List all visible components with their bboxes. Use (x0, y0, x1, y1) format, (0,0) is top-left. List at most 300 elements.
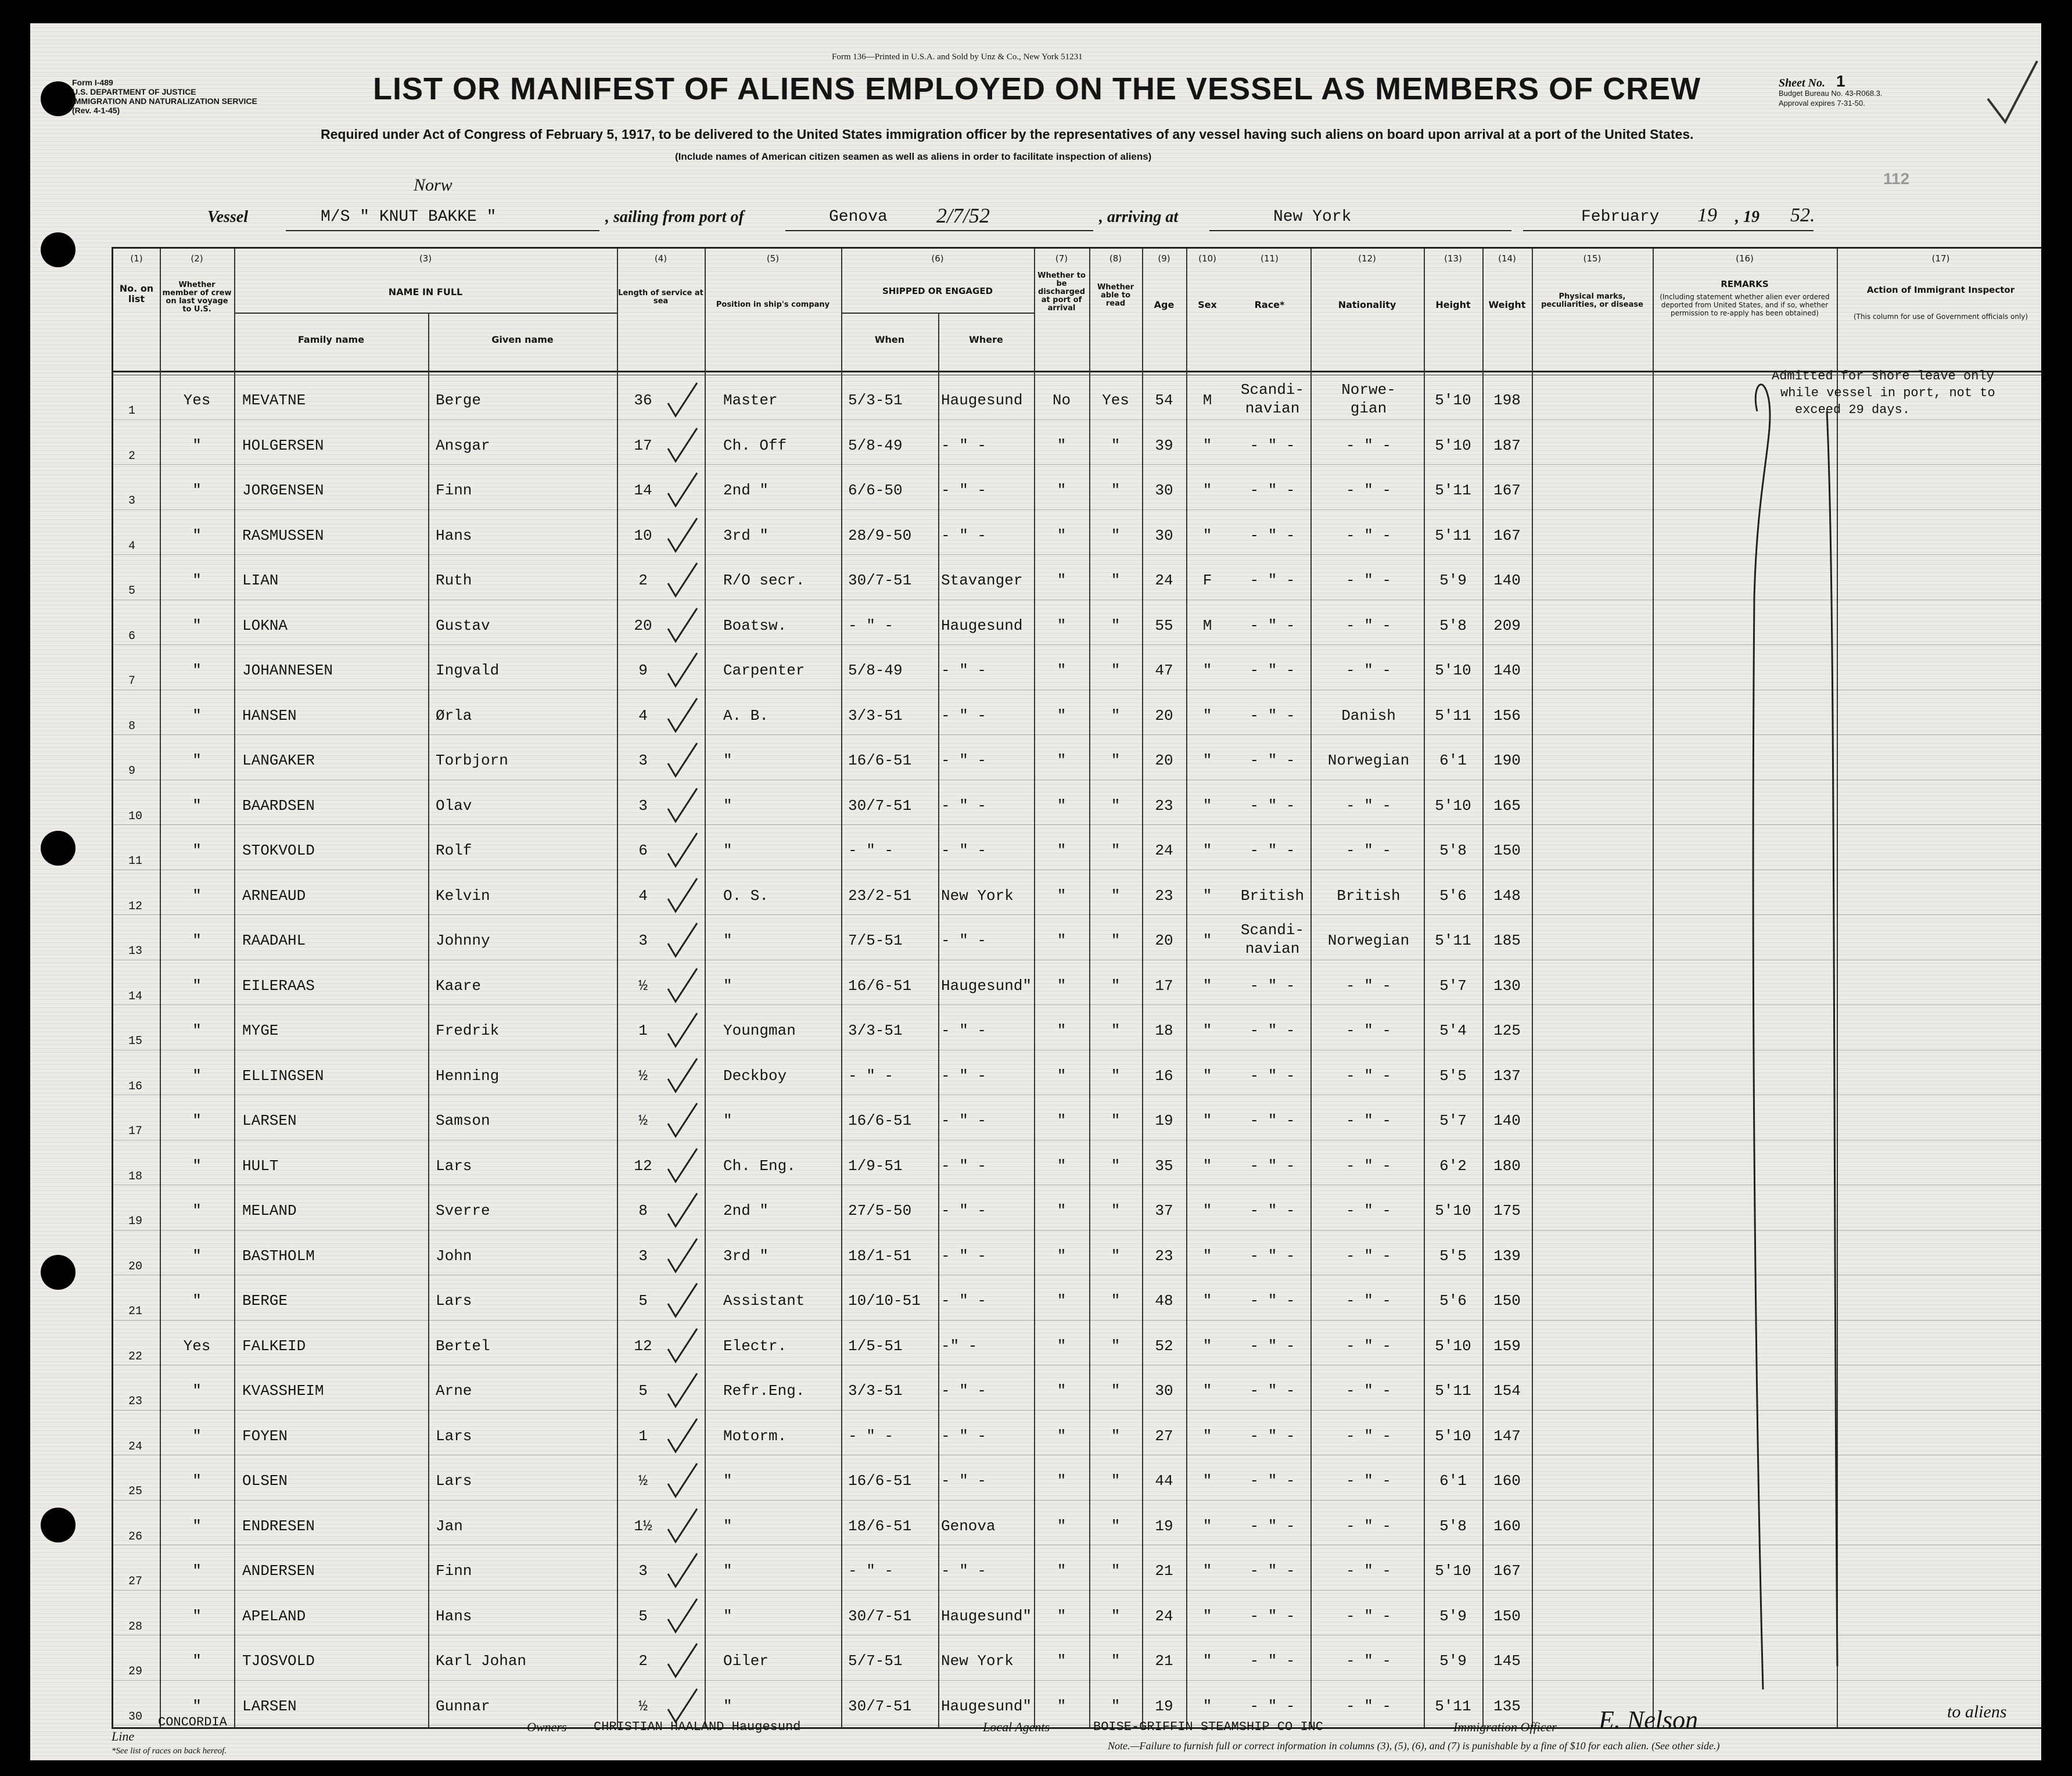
underline (1209, 230, 1511, 231)
line-number: 8 (128, 719, 136, 733)
cell-race: - " - (1249, 1427, 1295, 1445)
cell-position: " (723, 796, 732, 815)
cell-given: Ørla (436, 706, 472, 724)
header-height: Height (1435, 299, 1471, 310)
cell-age: 19 (1155, 1697, 1173, 1715)
cell-race: - " - (1249, 482, 1295, 499)
col-number: (5) (766, 253, 780, 264)
department: U.S. DEPARTMENT OF JUSTICE (72, 87, 196, 96)
header-no-on-list: No. on list (119, 283, 154, 304)
cell-height: 5'8 (1439, 1517, 1467, 1535)
cell-sex: " (1202, 436, 1212, 454)
cell-where: -" - (941, 1337, 978, 1355)
cell-sex: " (1202, 1652, 1212, 1670)
line-number: 4 (128, 539, 136, 553)
check-mark-icon (665, 695, 700, 736)
cell-read: " (1111, 526, 1121, 544)
cell-read: " (1111, 932, 1121, 949)
line-number: 15 (128, 1035, 143, 1048)
cell-when: - " - (848, 1067, 894, 1085)
cell-height: 5'6 (1439, 1292, 1467, 1309)
cell-age: 24 (1155, 1607, 1173, 1625)
cell-read: " (1111, 887, 1121, 905)
cell-weight: 159 (1493, 1337, 1521, 1355)
cell-prev: " (192, 526, 202, 544)
cell-where: - " - (941, 1382, 987, 1400)
cell-family: JOHANNESEN (242, 662, 333, 679)
cell-service: 3 (638, 752, 648, 769)
col-number: (15) (1583, 253, 1601, 264)
cell-where: - " - (941, 1112, 987, 1129)
cell-position: Ch. Off (723, 436, 787, 454)
line-number: 13 (128, 945, 143, 958)
cell-prev: " (192, 1517, 202, 1535)
check-mark-icon (1982, 58, 2040, 128)
cell-sex: " (1202, 1337, 1212, 1355)
cell-family: ARNEAUD (242, 887, 306, 905)
cell-age: 16 (1155, 1067, 1173, 1085)
col-number: (1) (130, 253, 143, 264)
cell-weight: 148 (1493, 887, 1521, 905)
cell-height: 6'2 (1439, 1157, 1467, 1175)
cell-height: 5'10 (1435, 1562, 1471, 1580)
cell-sex: " (1202, 1112, 1212, 1129)
check-mark-icon (665, 876, 700, 916)
cell-service: ½ (638, 1472, 648, 1490)
cell-age: 20 (1155, 706, 1173, 724)
line-number: 9 (128, 765, 136, 778)
line-number: 23 (128, 1395, 143, 1408)
cell-family: FALKEID (242, 1337, 306, 1355)
cell-nat: - " - (1345, 1472, 1391, 1490)
cell-read: " (1111, 977, 1121, 995)
revision: (Rev. 4-1-45) (72, 106, 120, 115)
header-shipped-engaged: SHIPPED OR ENGAGED (882, 286, 993, 296)
cell-when: 5/3-51 (848, 392, 903, 409)
cell-race: - " - (1249, 1292, 1295, 1309)
cell-weight: 137 (1493, 1067, 1521, 1085)
cell-race: - " - (1249, 752, 1295, 769)
cell-sex: " (1202, 1517, 1212, 1535)
cell-age: 30 (1155, 526, 1173, 544)
cell-age: 24 (1155, 842, 1173, 859)
line-number: 2 (128, 449, 136, 463)
cell-race: - " - (1249, 796, 1295, 815)
cell-race: - " - (1249, 1562, 1295, 1580)
cell-service: 5 (638, 1292, 648, 1309)
cell-age: 30 (1155, 482, 1173, 499)
cell-where: Haugesund" (941, 977, 1032, 995)
page-title: LIST OR MANIFEST OF ALIENS EMPLOYED ON THE VESSEL AS MEMBERS OF CREW (373, 71, 1701, 106)
line-number: 5 (128, 584, 136, 598)
cell-when: 18/6-51 (848, 1517, 912, 1535)
cell-where: - " - (941, 842, 987, 859)
cell-where: - " - (941, 932, 987, 949)
cell-weight: 190 (1493, 752, 1521, 769)
cell-where: Haugesund" (941, 1607, 1032, 1625)
line-number: 24 (128, 1440, 143, 1454)
cell-prev: " (192, 752, 202, 769)
cell-prev: " (192, 977, 202, 995)
cell-sex: " (1202, 796, 1212, 815)
cell-where: - " - (941, 752, 987, 769)
cell-age: 19 (1155, 1517, 1173, 1535)
cell-weight: 150 (1493, 1607, 1521, 1625)
cell-when: 30/7-51 (848, 1607, 912, 1625)
cell-race: - " - (1249, 1382, 1295, 1400)
cell-position: Master (723, 392, 778, 409)
cell-service: 2 (638, 1652, 648, 1670)
cell-sex: " (1202, 1202, 1212, 1219)
cell-read: " (1111, 796, 1121, 815)
cell-weight: 175 (1493, 1202, 1521, 1219)
check-mark-icon (665, 1641, 700, 1681)
cell-family: EILERAAS (242, 977, 315, 995)
act-of-congress-note: Required under Act of Congress of February 5, 1917, to be delivered to the United States immigration officer by the representatives of any vessel having such aliens on board upon arrival at a port of the United States. (321, 127, 1694, 142)
cell-service: 14 (634, 482, 652, 499)
binder-hole (41, 232, 76, 267)
cell-given: Hans (436, 526, 472, 544)
cell-prev: " (192, 706, 202, 724)
cell-given: Rolf (436, 842, 472, 859)
header-physical-marks: Physical marks, peculiarities, or disease (1541, 292, 1643, 309)
cell-family: HOLGERSEN (242, 436, 324, 454)
cell-height: 5'8 (1439, 616, 1467, 634)
service: IMMIGRATION AND NATURALIZATION SERVICE (72, 96, 257, 106)
cell-where: Haugesund" (941, 1697, 1032, 1715)
footer-agents-label: Local Agents (983, 1720, 1050, 1734)
cell-race: - " - (1249, 1112, 1295, 1129)
cell-given: Sverre (436, 1202, 490, 1219)
cell-prev: " (192, 1202, 202, 1219)
cell-nat: - " - (1345, 1292, 1391, 1309)
remarks-line-1: Admitted for shore leave only (1772, 369, 1994, 383)
cell-race: British (1240, 887, 1305, 905)
line-number: 16 (128, 1079, 143, 1093)
cell-read: " (1111, 752, 1121, 769)
line-number: 25 (128, 1485, 143, 1498)
cell-nat: - " - (1345, 842, 1391, 859)
cell-position: Motorm. (723, 1427, 787, 1445)
cell-age: 20 (1155, 932, 1173, 949)
line-number: 10 (128, 809, 143, 823)
cell-height: 5'11 (1435, 482, 1471, 499)
cell-height: 6'1 (1439, 1472, 1467, 1490)
cell-position: Boatsw. (723, 616, 787, 634)
cell-weight: 160 (1493, 1472, 1521, 1490)
col-number: (9) (1158, 253, 1170, 264)
check-mark-icon (665, 966, 700, 1006)
cell-height: 5'8 (1439, 842, 1467, 859)
cell-given: Ruth (436, 572, 472, 589)
cell-sex: " (1202, 752, 1212, 769)
line-number: 6 (128, 629, 136, 643)
cell-prev: " (192, 1652, 202, 1670)
cell-disch: " (1057, 1472, 1066, 1490)
cell-prev: Yes (183, 1337, 211, 1355)
cell-sex: M (1202, 616, 1212, 634)
cell-read: " (1111, 1022, 1121, 1039)
cell-family: LOKNA (242, 616, 288, 634)
cell-height: 5'10 (1435, 436, 1471, 454)
cell-nat: - " - (1345, 1607, 1391, 1625)
cell-height: 5'7 (1439, 1112, 1467, 1129)
remarks-bracket-mark (1740, 365, 1850, 1695)
cell-height: 5'4 (1439, 1022, 1467, 1039)
col-number: (2) (191, 253, 203, 264)
check-mark-icon (665, 1416, 700, 1456)
cell-sex: " (1202, 932, 1212, 949)
cell-position: " (723, 752, 732, 769)
cell-read: " (1111, 1247, 1121, 1265)
cell-service: 9 (638, 662, 648, 679)
cell-prev: " (192, 1562, 202, 1580)
cell-age: 39 (1155, 436, 1173, 454)
cell-height: 5'11 (1435, 526, 1471, 544)
cell-sex: " (1202, 1157, 1212, 1175)
cell-given: Henning (436, 1067, 500, 1085)
cell-family: HANSEN (242, 706, 297, 724)
vessel-handwriting: Norw (414, 175, 453, 195)
cell-disch: " (1057, 842, 1066, 859)
cell-position: Refr.Eng. (723, 1382, 805, 1400)
cell-age: 35 (1155, 1157, 1173, 1175)
cell-sex: " (1202, 662, 1212, 679)
col-number: (17) (1931, 253, 1950, 264)
cell-weight: 140 (1493, 572, 1521, 589)
cell-height: 5'9 (1439, 1652, 1467, 1670)
cell-nat: - " - (1345, 482, 1391, 499)
cell-sex: " (1202, 1382, 1212, 1400)
cell-weight: 185 (1493, 932, 1521, 949)
cell-service: 12 (634, 1337, 652, 1355)
cell-position: " (723, 1472, 732, 1490)
cell-given: Arne (436, 1382, 472, 1400)
cell-where: - " - (941, 1292, 987, 1309)
cell-age: 55 (1155, 616, 1173, 634)
cell-weight: 140 (1493, 1112, 1521, 1129)
cell-family: TJOSVOLD (242, 1652, 315, 1670)
line-number: 7 (128, 674, 136, 688)
cell-family: BAARDSEN (242, 796, 315, 815)
header-previous-voyage: Whether member of crew on last voyage to U.S. (162, 281, 232, 314)
cell-position: " (723, 1562, 732, 1580)
crew-table (112, 247, 2041, 1729)
cell-service: 1 (638, 1427, 648, 1445)
cell-height: 5'6 (1439, 887, 1467, 905)
cell-prev: " (192, 1247, 202, 1265)
cell-family: RAADAHL (242, 932, 306, 949)
cell-age: 54 (1155, 392, 1173, 409)
cell-position: Youngman (723, 1022, 796, 1039)
cell-where: Haugesund (941, 616, 1023, 634)
cell-when: 16/6-51 (848, 1112, 912, 1129)
cell-sex: " (1202, 1292, 1212, 1309)
cell-disch: " (1057, 482, 1066, 499)
cell-weight: 167 (1493, 482, 1521, 499)
sheet-number: Sheet No. 1 (1779, 72, 1845, 90)
cell-position: " (723, 842, 732, 859)
cell-weight: 187 (1493, 436, 1521, 454)
vessel-label: Vessel (207, 208, 248, 226)
cell-given: Jan (436, 1517, 463, 1535)
cell-prev: " (192, 616, 202, 634)
cell-position: A. B. (723, 706, 769, 724)
cell-prev: " (192, 572, 202, 589)
cell-given: Torbjorn (436, 752, 508, 769)
cell-height: 5'11 (1435, 932, 1471, 949)
cell-disch: " (1057, 706, 1066, 724)
cell-service: 6 (638, 842, 648, 859)
cell-when: - " - (848, 616, 894, 634)
cell-when: 30/7-51 (848, 796, 912, 815)
cell-read: " (1111, 1202, 1121, 1219)
cell-service: 1½ (634, 1517, 652, 1535)
cell-when: 3/3-51 (848, 1022, 903, 1039)
header-given-name: Given name (491, 334, 554, 345)
line-number: 14 (128, 989, 143, 1003)
cell-when: 28/9-50 (848, 526, 912, 544)
cell-prev: " (192, 1472, 202, 1490)
cell-service: 3 (638, 796, 648, 815)
check-mark-icon (665, 740, 700, 781)
cell-position: Ch. Eng. (723, 1157, 796, 1175)
cell-when: - " - (848, 1562, 894, 1580)
cell-when: - " - (848, 842, 894, 859)
cell-given: Lars (436, 1427, 472, 1445)
header-position: Position in ship's company (716, 300, 830, 309)
cell-given: Gustav (436, 616, 490, 634)
cell-prev: " (192, 662, 202, 679)
cell-where: Haugesund (941, 392, 1023, 409)
footer-owners-label: Owners (527, 1720, 567, 1734)
cell-given: Berge (436, 392, 482, 409)
cell-service: 1 (638, 1022, 648, 1039)
cell-disch: " (1057, 1382, 1066, 1400)
cell-height: 5'10 (1435, 1337, 1471, 1355)
cell-position: 2nd " (723, 1202, 769, 1219)
cell-height: 5'11 (1435, 1697, 1471, 1715)
cell-disch: " (1057, 752, 1066, 769)
check-mark-icon (665, 1056, 700, 1096)
cell-sex: " (1202, 1022, 1212, 1039)
cell-prev: " (192, 796, 202, 815)
cell-family: RASMUSSEN (242, 526, 324, 544)
cell-where: - " - (941, 796, 987, 815)
cell-height: 5'9 (1439, 1607, 1467, 1625)
cell-read: " (1111, 436, 1121, 454)
check-mark-icon (665, 1326, 700, 1366)
cell-race-cont: navian (1245, 400, 1300, 417)
cell-when: 1/9-51 (848, 1157, 903, 1175)
col-number: (7) (1055, 253, 1068, 264)
cell-read: " (1111, 842, 1121, 859)
cell-age: 18 (1155, 1022, 1173, 1039)
cell-disch: " (1057, 1697, 1066, 1715)
cell-family: LANGAKER (242, 752, 315, 769)
line-number: 27 (128, 1575, 143, 1588)
cell-where: - " - (941, 482, 987, 499)
cell-disch: " (1057, 436, 1066, 454)
cell-when: 16/6-51 (848, 977, 912, 995)
col-number: (13) (1444, 253, 1462, 264)
cell-position: " (723, 932, 732, 949)
cell-prev: " (192, 1067, 202, 1085)
cell-position: " (723, 1697, 732, 1715)
cell-given: Kelvin (436, 887, 490, 905)
col-divider (428, 313, 429, 1727)
cell-when: - " - (848, 1427, 894, 1445)
cell-disch: " (1057, 1112, 1066, 1129)
cell-when: 6/6-50 (848, 482, 903, 499)
stamp-number: 112 (1883, 170, 1910, 188)
cell-given: Lars (436, 1292, 472, 1309)
footer-fine-note: Note.—Failure to furnish full or correct information in columns (3), (5), (6), and (7) is punishable by a fine of $10 for each alien. (See other side.) (1108, 1740, 1720, 1752)
cell-race: - " - (1249, 1022, 1295, 1039)
cell-height: 6'1 (1439, 752, 1467, 769)
cell-nat: - " - (1345, 1562, 1391, 1580)
cell-age: 30 (1155, 1382, 1173, 1400)
cell-when: 5/8-49 (848, 436, 903, 454)
header-inspector-note: (This column for use of Government officials only) (1853, 313, 2028, 321)
cell-disch: " (1057, 1022, 1066, 1039)
remarks-line-3: exceed 29 days. (1795, 403, 1911, 417)
underline (785, 230, 1093, 231)
cell-service: 5 (638, 1382, 648, 1400)
cell-prev: " (192, 1607, 202, 1625)
cell-read: " (1111, 1112, 1121, 1129)
cell-height: 5'10 (1435, 1427, 1471, 1445)
cell-service: ½ (638, 1697, 648, 1715)
line-number: 21 (128, 1305, 143, 1318)
cell-position: " (723, 1517, 732, 1535)
cell-service: 3 (638, 932, 648, 949)
cell-nat: - " - (1345, 1157, 1391, 1175)
cell-nat: British (1337, 887, 1401, 905)
cell-weight: 198 (1493, 392, 1521, 409)
cell-given: Finn (436, 1562, 472, 1580)
col-number: (3) (419, 253, 432, 264)
cell-family: BERGE (242, 1292, 288, 1309)
cell-race-cont: navian (1245, 940, 1300, 957)
cell-race: - " - (1249, 1247, 1295, 1265)
include-note: (Include names of American citizen seamen as well as aliens in order to facilitate inspection of aliens) (675, 151, 1152, 162)
cell-nat: - " - (1345, 1202, 1391, 1219)
cell-nat: Norwegian (1327, 752, 1410, 769)
cell-read: " (1111, 1562, 1121, 1580)
line-number: 1 (128, 404, 136, 418)
cell-read: " (1111, 616, 1121, 634)
line-number: 30 (128, 1710, 143, 1724)
cell-service: 3 (638, 1247, 648, 1265)
cell-when: 30/7-51 (848, 572, 912, 589)
cell-position: 2nd " (723, 482, 769, 499)
line-number: 18 (128, 1169, 143, 1183)
cell-when: 16/6-51 (848, 752, 912, 769)
cell-nat: - " - (1345, 572, 1391, 589)
cell-disch: " (1057, 526, 1066, 544)
check-mark-icon (665, 380, 700, 421)
check-mark-icon (665, 560, 700, 601)
cell-position: " (723, 1112, 732, 1129)
cell-given: Bertel (436, 1337, 490, 1355)
header-discharged: Whether to be discharged at port of arrival (1037, 271, 1086, 313)
cell-disch: " (1057, 662, 1066, 679)
binder-hole (41, 1255, 76, 1290)
cell-weight: 167 (1493, 1562, 1521, 1580)
cell-family: KVASSHEIM (242, 1382, 324, 1400)
cell-position: " (723, 1607, 732, 1625)
